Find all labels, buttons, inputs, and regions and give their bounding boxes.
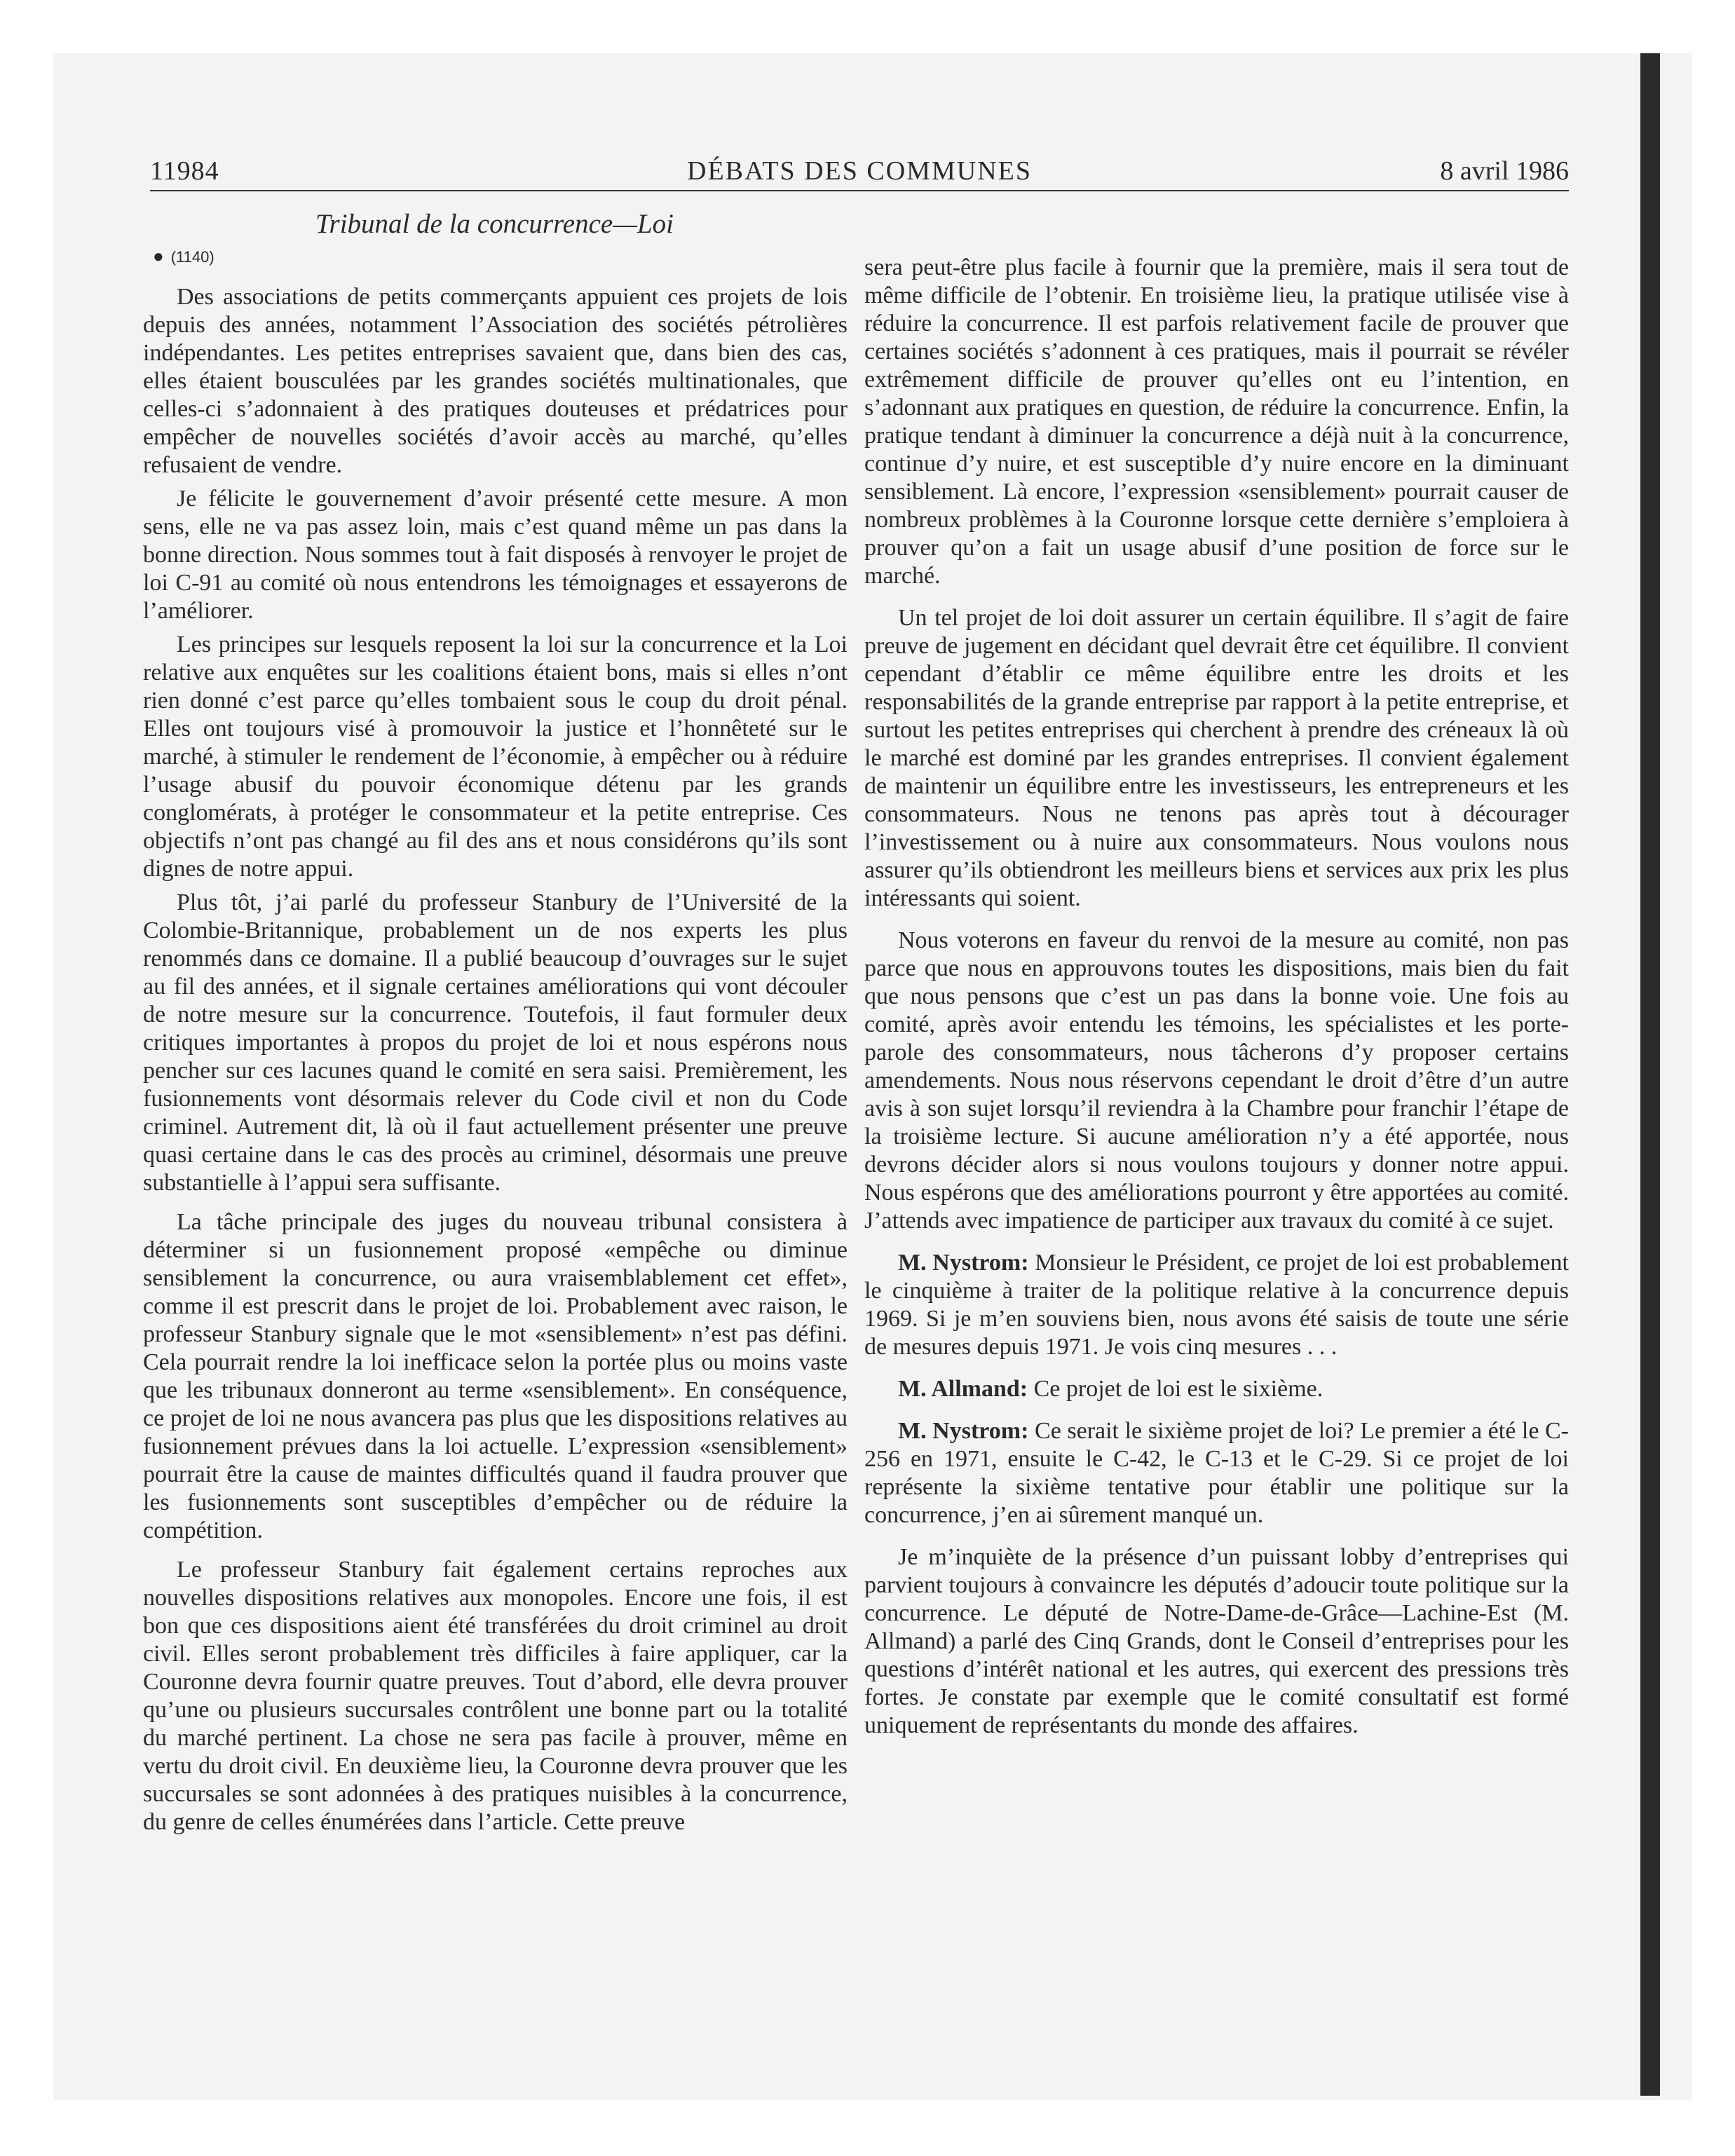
publication-title: DÉBATS DES COMMUNES bbox=[687, 156, 1032, 186]
section-title: Tribunal de la concurrence—Loi bbox=[315, 209, 674, 239]
speech-paragraph bbox=[864, 1375, 1569, 1403]
page-number: 11984 bbox=[150, 156, 219, 186]
speaker-name: M. Nystrom: bbox=[898, 1250, 1029, 1276]
speaker-name: M. Nystrom: bbox=[898, 1418, 1029, 1444]
speech-text: Monsieur le Président, ce projet de loi est probablement le cinquième à traiter de la politique relative à la concurrence depuis 1969. Si je m’en souviens bien, nous avons été saisis de toute une série de mesures depuis 1971. Je vois cinq mesures . . . bbox=[864, 1250, 1569, 1360]
bullet-icon: ● bbox=[153, 245, 164, 266]
paragraph: Je félicite le gouvernement d’avoir présenté cette mesure. A mon sens, elle ne va pas assez loin, mais c’est quand même un pas dans la bonne direction. Nous sommes tout à fait disposés à renvoyer le projet de loi C-91 au comité où nous entendrons les témoignages et essayerons de l’améliorer. bbox=[143, 486, 848, 624]
speaker-name: M. Allmand: bbox=[898, 1376, 1028, 1402]
time-marker-text: (1140) bbox=[170, 248, 215, 266]
paragraph: Plus tôt, j’ai parlé du professeur Stanbury de l’Université de la Colombie-Britannique, probablement un de nos experts les plus renommés dans ce domaine. Il a publié beaucoup d’ouvrages sur le sujet au fil des années, et il signale certaines améliorations qui vont découler de notre mesure sur la concurrence. Toutefois, il faut formuler deux critiques importantes à propos du projet de loi et nous espérons nous pencher sur ces lacunes quand le comité en sera saisi. Premièrement, les fusionnements vont désormais relever du Code civil et non du Code criminel. Autrement dit, là où il faut actuellement présenter une preuve quasi certaine dans le cas des procès au criminel, désormais une preuve substantielle à l’appui sera suffisante. bbox=[143, 889, 848, 1196]
paragraph: Un tel projet de loi doit assurer un certain équilibre. Il s’agit de faire preuve de jugement en décidant quel devrait être cet équilibre. Il convient cependant d’établir ce même équilibre entre les droits et les responsabilités de la grande entreprise par rapport à la petite entreprise, et surtout les petites entreprises qui cherchent à prendre des créneaux là où le marché est dominé par les grandes entreprises. Il convient également de maintenir un équilibre entre les investisseurs, les entrepreneurs et les consommateurs. Nous ne tenons pas après tout à décourager l’investissement ou à nuire aux consommateurs. Nous voulons nous assurer qu’ils obtiendront les meilleurs biens et services aux prix les plus intéressants qui soient. bbox=[864, 605, 1569, 911]
paragraph: Je m’inquiète de la présence d’un puissant lobby d’entreprises qui parvient toujours à convaincre les députés d’adoucir toute politique sur la concurrence. Le député de Notre-Dame-de-Grâce—Lachine-Est (M. Allmand) a parlé des Cinq Grands, dont le Conseil d’entreprises pour les questions d’intérêt national et les autres, qui exercent des pressions très fortes. Je constate par exemple que le comité consultatif est formé uniquement de représentants du monde des affaires. bbox=[864, 1544, 1569, 1738]
paragraph: Les principes sur lesquels reposent la loi sur la concurrence et la Loi relative aux enquêtes sur les coalitions étaient bons, mais si elles n’ont rien donné c’est parce qu’elles tombaient sous le coup du droit pénal. Elles ont toujours visé à promouvoir la justice et l’honnêteté sur le marché, à stimuler le rendement de l’économie, à empêcher ou à réduire l’usage abusif du pouvoir économique détenu par les grands conglomérats, à protéger le consommateur et la petite entreprise. Ces objectifs n’ont pas changé au fil des ans et nous considérons qu’ils sont dignes de notre appui. bbox=[143, 632, 848, 882]
header-rule bbox=[150, 190, 1569, 191]
paragraph: Le professeur Stanbury fait également certains reproches aux nouvelles dispositions relatives aux monopoles. Encore une fois, il est bon que ces dispositions aient été transférées du droit criminel au droit civil. Elles seront probablement très difficiles à faire appliquer, car la Couronne devra fournir quatre preuves. Tout d’abord, elle devra prouver qu’une ou plusieurs succursales contrôlent une bonne part ou la totalité du marché pertinent. La chose ne sera pas facile à prouver, même en vertu du droit civil. En deuxième lieu, la Couronne devra prouver que les succursales se sont adonnées à des pratiques nuisibles à la concurrence, du genre de celles énumérées dans l’article. Cette preuve bbox=[143, 1557, 848, 1835]
paragraph: sera peut-être plus facile à fournir que la première, mais il sera tout de même difficile de l’obtenir. En troisième lieu, la pratique utilisée vise à réduire la concurrence. Il est parfois relativement facile de prouver que certaines sociétés s’adonnent à ces pratiques, mais il pourrait se révéler extrêmement difficile de prouver qu’elles ont eu l’intention, en s’adonnant aux pratiques en question, de réduire la concurrence. Enfin, la pratique tendant à diminuer la concurrence a déjà nuit à la concurrence, continue d’y nuire, et est susceptible d’y nuire encore en la diminuant sensiblement. Là encore, l’expression «sensiblement» pourrait causer de nombreux problèmes à la Couronne lorsque cette dernière s’emploiera à prouver qu’on a fait un usage abusif d’une position de force sur le marché. bbox=[864, 254, 1569, 589]
publication-date: 8 avril 1986 bbox=[1440, 156, 1569, 186]
paragraph: Des associations de petits commerçants appuient ces projets de lois depuis des années, notamment l’Association des sociétés pétrolières indépendantes. Les petites entreprises savaient que, dans bien des cas, elles étaient bousculées par les grandes sociétés multinationales, que celles-ci s’adonnaient à des pratiques douteuses et prédatrices pour empêcher de nouvelles sociétés d’avoir accès au marché, qu’elles refusaient de vendre. bbox=[143, 284, 848, 478]
paragraph: Nous voterons en faveur du renvoi de la mesure au comité, non pas parce que nous en approuvons toutes les dispositions, mais bien du fait que nous pensons que c’est un pas dans la bonne voie. Une fois au comité, après avoir entendu les témoins, les spécialistes et les porte-parole des consommateurs, nous tâcherons d’y proposer certains amendements. Nous nous réservons cependant le droit d’être d’un autre avis à son sujet lorsqu’il reviendra à la Chambre pour franchir l’étape de la troisième lecture. Si aucune amélioration n’y a été apportée, nous devrons décider alors si nous voulons toujours y donner notre appui. Nous espérons que des améliorations pourront y être apportées au comité. J’attends avec impatience de participer aux travaux du comité à ce sujet. bbox=[864, 927, 1569, 1234]
paragraph: La tâche principale des juges du nouveau tribunal consistera à déterminer si un fusionnement proposé «empêche ou diminue sensiblement la concurrence, ou aura vraisemblablement cet effet», comme il est prescrit dans le projet de loi. Probablement avec raison, le professeur Stanbury signale que le mot «sensiblement» n’est pas défini. Cela pourrait rendre la loi inefficace selon la portée plus ou moins vaste que les tribunaux donneront au terme «sensiblement». En conséquence, ce projet de loi ne nous avancera pas plus que les dispositions relatives au fusionnement prévues dans la loi actuelle. L’expression «sensiblement» pourrait être la cause de maintes difficultés quand il faudra prouver que les fusionnements sont susceptibles d’empêcher ou de réduire la compétition. bbox=[143, 1209, 848, 1543]
speech-paragraph bbox=[864, 1249, 1569, 1361]
time-marker bbox=[153, 245, 215, 268]
right-column bbox=[864, 254, 1569, 1754]
speech-text: Ce projet de loi est le sixième. bbox=[1033, 1376, 1324, 1402]
speech-text: Ce serait le sixième projet de loi? Le premier a été le C-256 en 1971, ensuite le C-42, le C-13 et le C-29. Si ce projet de loi représente la sixième tentative pour établir une politique sur la concurrence, j’en ai sûrement manqué un. bbox=[864, 1418, 1569, 1528]
speech-paragraph bbox=[864, 1417, 1569, 1529]
running-header bbox=[150, 156, 1569, 186]
scan-edge bbox=[1640, 53, 1660, 2096]
left-column bbox=[143, 283, 848, 1842]
